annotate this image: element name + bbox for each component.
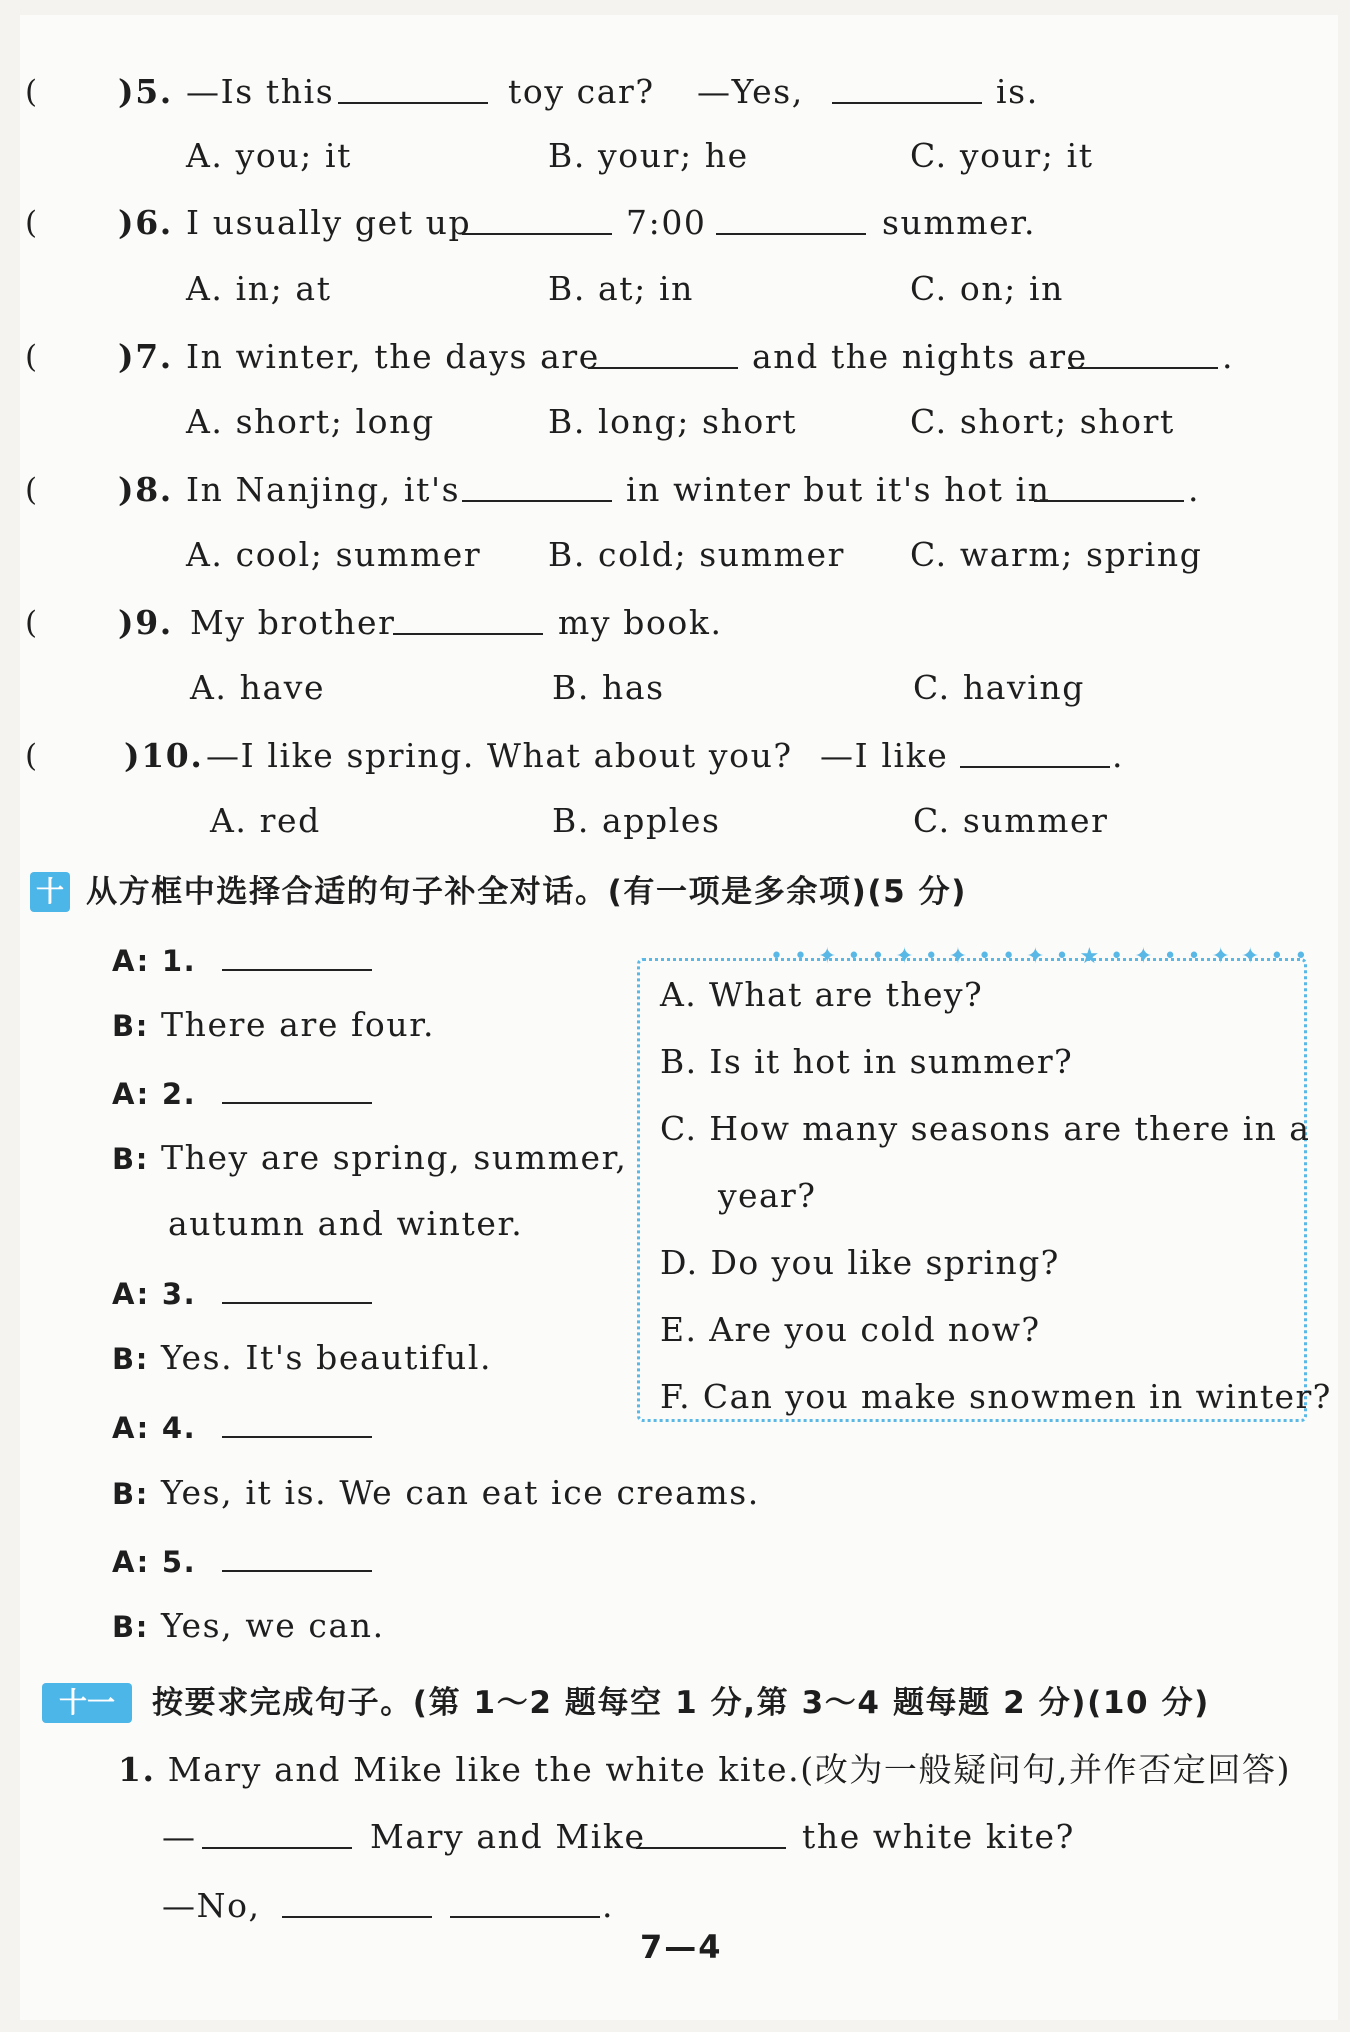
- question-text: —Is this: [186, 72, 335, 111]
- question-number: )6.: [118, 203, 173, 242]
- speaker-label: B:: [112, 1142, 149, 1176]
- option-a: A. in; at: [186, 269, 332, 308]
- dialogue-line: [112, 1138, 627, 1179]
- question-text: .: [1188, 470, 1201, 509]
- dialogue-line: [112, 1541, 372, 1582]
- dialogue-text: They are spring, summer,: [161, 1138, 628, 1177]
- answer-blank[interactable]: [393, 605, 543, 635]
- dialogue-line: [112, 1273, 372, 1314]
- dialogue-line: [112, 1407, 372, 1448]
- speaker-label: A:: [112, 1411, 150, 1445]
- option-a: A. short; long: [186, 402, 435, 441]
- question-text: —No,: [162, 1886, 261, 1925]
- answer-blank[interactable]: [222, 1274, 372, 1304]
- section-11-question-1: [118, 1750, 1291, 1790]
- box-option-f: F. Can you make snowmen in winter?: [660, 1377, 1332, 1416]
- answer-line-2: [162, 1886, 762, 1926]
- speaker-label: B:: [112, 1610, 149, 1644]
- answer-paren: (: [25, 738, 39, 774]
- answer-blank[interactable]: [462, 472, 612, 502]
- option-c: C. short; short: [910, 402, 1175, 441]
- answer-blank[interactable]: [1068, 339, 1218, 369]
- blank-number: 4.: [161, 1411, 197, 1445]
- speaker-label: B:: [112, 1009, 149, 1043]
- question-text: —I like spring. What about you?: [206, 736, 793, 775]
- question-text: toy car?: [508, 72, 655, 111]
- option-b: B. your; he: [548, 136, 749, 175]
- section-11-badge: 十一: [42, 1683, 132, 1723]
- question-text: is.: [996, 72, 1039, 111]
- box-option-c-cont: year?: [718, 1176, 817, 1215]
- speaker-label: B:: [112, 1477, 149, 1511]
- answer-blank[interactable]: [960, 738, 1110, 768]
- blank-number: 2.: [161, 1077, 197, 1111]
- option-a: A. red: [210, 801, 321, 840]
- option-b: B. has: [552, 668, 665, 707]
- dialogue-text: Yes. It's beautiful.: [161, 1338, 493, 1377]
- section-11-title: 按要求完成句子。(第 1～2 题每空 1 分,第 3～4 题每题 2 分)(10 分): [152, 1685, 1210, 1721]
- question-text: Mary and Mike: [370, 1817, 646, 1856]
- answer-paren: (: [25, 605, 39, 641]
- question-text: in winter but it's hot in: [626, 470, 1051, 509]
- option-c: C. on; in: [910, 269, 1064, 308]
- question-text: —I like: [820, 736, 949, 775]
- answer-blank[interactable]: [202, 1819, 352, 1849]
- speaker-label: A:: [112, 1277, 150, 1311]
- dialogue-line: [112, 1473, 760, 1514]
- section-10-title: 从方框中选择合适的句子补全对话。(有一项是多余项)(5 分): [86, 874, 968, 910]
- question-text: I usually get up: [186, 203, 472, 242]
- option-a: A. cool; summer: [186, 535, 482, 574]
- question-text: and the nights are: [752, 337, 1088, 376]
- answer-blank[interactable]: [832, 74, 982, 104]
- question-text: summer.: [882, 203, 1037, 242]
- answer-blank[interactable]: [282, 1888, 432, 1918]
- dialogue-text: autumn and winter.: [168, 1204, 524, 1243]
- option-b: B. long; short: [548, 402, 798, 441]
- option-b: B. apples: [552, 801, 721, 840]
- answer-blank[interactable]: [338, 74, 488, 104]
- dialogue-line: [112, 1338, 492, 1379]
- question-text: —Yes,: [697, 72, 804, 111]
- blank-number: 5.: [161, 1545, 197, 1579]
- question-text: .: [1112, 736, 1125, 775]
- blank-number: 3.: [161, 1277, 197, 1311]
- answer-blank[interactable]: [222, 941, 372, 971]
- answer-blank[interactable]: [450, 1888, 600, 1918]
- option-c: C. warm; spring: [910, 535, 1203, 574]
- answer-blank[interactable]: [588, 339, 738, 369]
- question-text: In Nanjing, it's: [186, 470, 461, 509]
- option-a: A. you; it: [186, 136, 352, 175]
- question-text: .: [1222, 337, 1235, 376]
- question-number: )8.: [118, 470, 173, 509]
- dialogue-line: [112, 1073, 372, 1114]
- answer-line-1: [162, 1817, 1162, 1857]
- answer-paren: (: [25, 339, 39, 375]
- page-number: 7—4: [640, 1928, 723, 1966]
- box-option-c: C. How many seasons are there in a: [660, 1109, 1311, 1148]
- speaker-label: A:: [112, 1545, 150, 1579]
- question-text: My brother: [190, 603, 396, 642]
- blank-number: 1.: [161, 944, 197, 978]
- answer-blank[interactable]: [716, 205, 866, 235]
- question-number: )9.: [118, 603, 173, 642]
- question-number: )7.: [118, 337, 173, 376]
- speaker-label: B:: [112, 1342, 149, 1376]
- speaker-label: A:: [112, 1077, 150, 1111]
- answer-blank[interactable]: [1034, 472, 1184, 502]
- option-b: B. cold; summer: [548, 535, 845, 574]
- star-decoration: • • ✦ • • ✦ • ✦ • • ✦ • ★ • ✦ • • ✦ ✦ • •: [770, 944, 1310, 969]
- option-c: C. having: [913, 668, 1085, 707]
- answer-paren: (: [25, 205, 39, 241]
- question-text: my book.: [558, 603, 723, 642]
- dialogue-line: [168, 1204, 523, 1244]
- question-number: 1.: [118, 1750, 156, 1789]
- question-number: )10.: [124, 736, 204, 775]
- answer-blank[interactable]: [222, 1542, 372, 1572]
- box-option-a: A. What are they?: [660, 975, 984, 1014]
- option-b: B. at; in: [548, 269, 694, 308]
- dialogue-line: [112, 1005, 435, 1046]
- question-text: Mary and Mike like the white kite.(改为一般疑问句,并作否定回答): [167, 1750, 1292, 1789]
- question-number: )5.: [118, 72, 173, 111]
- box-option-e: E. Are you cold now?: [660, 1310, 1041, 1349]
- answer-blank[interactable]: [462, 205, 612, 235]
- box-option-d: D. Do you like spring?: [660, 1243, 1060, 1282]
- sentence-option-box: [637, 958, 1332, 1422]
- speaker-label: A:: [112, 944, 150, 978]
- answer-blank[interactable]: [222, 1408, 372, 1438]
- section-10-badge: 十: [30, 872, 70, 912]
- dialogue-text: Yes, we can.: [161, 1606, 385, 1645]
- answer-paren: (: [25, 74, 39, 110]
- answer-blank[interactable]: [636, 1819, 786, 1849]
- question-text: the white kite?: [802, 1817, 1075, 1856]
- dialogue-line: [112, 1606, 385, 1647]
- dialogue-text: There are four.: [161, 1005, 436, 1044]
- option-c: C. your; it: [910, 136, 1094, 175]
- answer-paren: (: [25, 472, 39, 508]
- dialogue-text: Yes, it is. We can eat ice creams.: [161, 1473, 760, 1512]
- dialogue-line: [112, 940, 372, 981]
- answer-blank[interactable]: [222, 1074, 372, 1104]
- question-text: 7:00: [626, 203, 707, 242]
- question-text: .: [602, 1886, 615, 1925]
- option-c: C. summer: [913, 801, 1109, 840]
- question-text: In winter, the days are: [186, 337, 600, 376]
- option-a: A. have: [190, 668, 326, 707]
- box-option-b: B. Is it hot in summer?: [660, 1042, 1074, 1081]
- dash: —: [162, 1817, 197, 1856]
